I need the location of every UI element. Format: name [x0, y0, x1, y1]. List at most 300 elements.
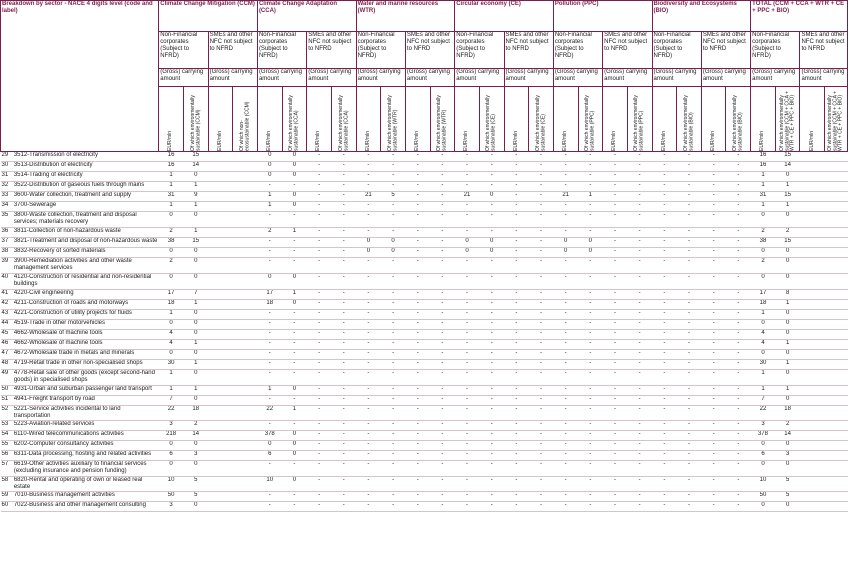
row-number: 30	[1, 162, 13, 172]
cell-value: 17	[257, 290, 282, 300]
cell-value: 0	[183, 172, 208, 182]
cell-value: -	[529, 440, 554, 450]
cell-value: -	[356, 350, 381, 360]
cell-value: -	[677, 501, 702, 511]
rotated-label: Of which environmentally sustainable (CCM + CCA + WTR + CE + PPC + BIO)	[778, 90, 796, 151]
cell-value	[800, 258, 825, 274]
cell-value: 1	[775, 340, 800, 350]
sector-label: 4778-Retail sale of other goods (except second-hand goods) in specialised shops	[13, 370, 159, 386]
cell-value	[825, 202, 848, 212]
cell-value: -	[381, 420, 406, 430]
rotated-label: EUR/mln	[414, 130, 421, 151]
cell-value	[233, 258, 258, 274]
cell-value: -	[529, 258, 554, 274]
cell-value: -	[430, 162, 455, 172]
cell-value: 22	[257, 406, 282, 421]
cell-value: -	[257, 310, 282, 320]
cell-value: -	[381, 290, 406, 300]
cell-value: -	[307, 212, 332, 228]
cell-value: -	[578, 476, 603, 491]
cell-value: -	[529, 300, 554, 310]
cell-value: -	[479, 320, 504, 330]
cell-value: -	[553, 310, 578, 320]
cell-value: -	[257, 396, 282, 406]
cell-value: 21	[553, 192, 578, 202]
cell-value: -	[529, 248, 554, 258]
cell-value: -	[627, 386, 652, 396]
cell-value: 1	[751, 370, 776, 386]
sme-header: SMEs and other NFC not subject to NFRD	[405, 32, 454, 69]
cell-value: 8	[775, 290, 800, 300]
cell-value	[208, 360, 233, 370]
cell-value: 15	[183, 152, 208, 162]
cell-value: -	[627, 476, 652, 491]
cell-value: -	[479, 152, 504, 162]
sme-header: SMEs and other NFC not subject to NFRD	[504, 32, 553, 69]
cell-value	[825, 406, 848, 421]
cell-value: -	[603, 228, 628, 238]
cell-value: -	[307, 228, 332, 238]
cell-value	[233, 440, 258, 450]
cell-value: -	[257, 330, 282, 340]
cell-value: -	[504, 450, 529, 460]
cell-value: -	[405, 386, 430, 396]
rotated-label: Of which environmentally sustainable (WTR)	[436, 95, 448, 151]
cell-value: 50	[159, 491, 184, 501]
gross-carrying-header: (Gross) carrying amount	[701, 69, 750, 87]
cell-value: -	[603, 386, 628, 396]
cell-value: -	[529, 162, 554, 172]
cell-value: -	[578, 450, 603, 460]
sector-label: 4662-Wholesale of machine tools	[13, 340, 159, 350]
cell-value: -	[701, 330, 726, 340]
rotated-label: Of which environmentally sustainable (PPC)	[633, 95, 645, 151]
cell-value: -	[553, 476, 578, 491]
cell-value: -	[677, 476, 702, 491]
sme-header: SMEs and other NFC not subject to NFRD	[208, 32, 257, 69]
cell-value: -	[356, 202, 381, 212]
sector-label: 3800-Waste collection, treatment and disposal services; materials recovery	[13, 212, 159, 228]
cell-value: -	[603, 192, 628, 202]
cell-value: -	[356, 162, 381, 172]
cell-value	[233, 320, 258, 330]
cell-value: -	[677, 360, 702, 370]
cell-value: -	[529, 228, 554, 238]
cell-value: -	[405, 320, 430, 330]
cell-value: -	[257, 370, 282, 386]
rotated-header	[825, 87, 848, 152]
cell-value: -	[553, 258, 578, 274]
cell-value: -	[381, 440, 406, 450]
cell-value: 1	[751, 182, 776, 192]
cell-value	[800, 501, 825, 511]
cell-value: -	[652, 386, 677, 396]
cell-value: -	[652, 370, 677, 386]
cell-value: -	[701, 396, 726, 406]
cell-value: -	[356, 386, 381, 396]
cell-value: -	[701, 320, 726, 330]
table-row	[1, 476, 848, 491]
cell-value: -	[455, 501, 480, 511]
rotated-label: EUR/mln	[808, 130, 815, 151]
cell-value: -	[455, 370, 480, 386]
cell-value: 1	[183, 202, 208, 212]
cell-value	[825, 228, 848, 238]
cell-value	[800, 430, 825, 440]
cell-value: -	[430, 274, 455, 290]
cell-value: -	[356, 440, 381, 450]
cell-value: -	[603, 440, 628, 450]
rotated-label: Of which environmentally sustainable (CCA)	[288, 95, 300, 151]
cell-value	[825, 420, 848, 430]
cell-value: 3	[751, 420, 776, 430]
cell-value	[825, 248, 848, 258]
cell-value: -	[430, 430, 455, 440]
rotated-label: EUR/mln	[463, 130, 470, 151]
cell-value: -	[331, 320, 356, 330]
cell-value: -	[307, 340, 332, 350]
cell-value: -	[455, 330, 480, 340]
cell-value: -	[307, 248, 332, 258]
cell-value	[208, 476, 233, 491]
cell-value: 0	[257, 152, 282, 162]
row-number: 60	[1, 501, 13, 511]
breakdown-header: Breakdown by sector - NACE 4 digits level (code and label)	[1, 1, 159, 152]
table-row	[1, 440, 848, 450]
cell-value: -	[578, 460, 603, 476]
cell-value: -	[405, 476, 430, 491]
cell-value	[233, 350, 258, 360]
cell-value: -	[307, 182, 332, 192]
cell-value: -	[603, 172, 628, 182]
cell-value: -	[257, 212, 282, 228]
cell-value	[825, 182, 848, 192]
rotated-label: EUR/mln	[710, 130, 717, 151]
cell-value: -	[553, 386, 578, 396]
sector-label: 3522-Distribution of gaseous fuels through mains	[13, 182, 159, 192]
cell-value: -	[405, 152, 430, 162]
cell-value	[825, 152, 848, 162]
cell-value: -	[356, 182, 381, 192]
row-number: 50	[1, 386, 13, 396]
cell-value: -	[677, 386, 702, 396]
cell-value: -	[652, 450, 677, 460]
cell-value: -	[578, 258, 603, 274]
cell-value: -	[331, 440, 356, 450]
cell-value: -	[701, 440, 726, 450]
rotated-label: Of which environmentally sustainable (CCA)	[337, 95, 349, 151]
cell-value: -	[430, 248, 455, 258]
cell-value: -	[307, 238, 332, 248]
sector-label: 4941-Freight transport by road	[13, 396, 159, 406]
cell-value	[208, 238, 233, 248]
cell-value: -	[479, 460, 504, 476]
cell-value: -	[701, 212, 726, 228]
rotated-header	[553, 87, 578, 152]
cell-value	[800, 182, 825, 192]
cell-value	[800, 396, 825, 406]
cell-value: 0	[159, 248, 184, 258]
cell-value: 2	[159, 228, 184, 238]
cell-value: -	[603, 330, 628, 340]
cell-value	[800, 290, 825, 300]
cell-value: -	[257, 420, 282, 430]
cell-value	[208, 406, 233, 421]
cell-value: 15	[775, 192, 800, 202]
cell-value	[825, 440, 848, 450]
cell-value: -	[553, 450, 578, 460]
cell-value: -	[455, 228, 480, 238]
cell-value: -	[504, 420, 529, 430]
cell-value: 1	[159, 310, 184, 320]
cell-value: -	[405, 192, 430, 202]
gross-carrying-header: (Gross) carrying amount	[405, 69, 454, 87]
table-row	[1, 162, 848, 172]
cell-value: -	[455, 396, 480, 406]
cell-value	[825, 360, 848, 370]
cell-value	[233, 290, 258, 300]
table-row	[1, 320, 848, 330]
cell-value: -	[627, 212, 652, 228]
cell-value: -	[701, 406, 726, 421]
cell-value: -	[356, 340, 381, 350]
cell-value: 31	[751, 192, 776, 202]
cell-value	[800, 340, 825, 350]
cell-value: -	[677, 420, 702, 430]
cell-value: -	[701, 290, 726, 300]
cell-value: -	[652, 162, 677, 172]
cell-value: 4	[751, 340, 776, 350]
cell-value: -	[479, 491, 504, 501]
cell-value: 1	[257, 202, 282, 212]
cell-value: -	[578, 406, 603, 421]
cell-value: -	[405, 360, 430, 370]
row-number: 48	[1, 360, 13, 370]
cell-value: -	[677, 162, 702, 172]
cell-value	[233, 182, 258, 192]
rotated-header	[578, 87, 603, 152]
cell-value: -	[356, 274, 381, 290]
cell-value: -	[356, 330, 381, 340]
cell-value	[208, 228, 233, 238]
cell-value: -	[455, 300, 480, 310]
cell-value	[233, 212, 258, 228]
cell-value: 0	[183, 440, 208, 450]
cell-value: -	[504, 396, 529, 406]
cell-value: -	[405, 310, 430, 320]
rotated-header	[504, 87, 529, 152]
cell-value: -	[381, 370, 406, 386]
sector-label: 4120-Construction of residential and non-residential buildings	[13, 274, 159, 290]
cell-value	[208, 491, 233, 501]
cell-value: -	[257, 501, 282, 511]
cell-value: -	[307, 430, 332, 440]
cell-value: -	[726, 370, 751, 386]
cell-value	[800, 350, 825, 360]
cell-value: -	[652, 396, 677, 406]
cell-value: -	[405, 491, 430, 501]
cell-value: -	[701, 340, 726, 350]
cell-value: -	[307, 320, 332, 330]
cell-value: -	[479, 162, 504, 172]
cell-value: -	[381, 460, 406, 476]
cell-value: -	[529, 430, 554, 440]
cell-value: -	[356, 450, 381, 460]
cell-value: -	[627, 460, 652, 476]
cell-value: 3	[775, 450, 800, 460]
rotated-label: EUR/mln	[512, 130, 519, 151]
cell-value: -	[603, 420, 628, 430]
cell-value	[233, 248, 258, 258]
cell-value: -	[430, 340, 455, 350]
cell-value: 17	[751, 290, 776, 300]
cell-value: 2	[775, 228, 800, 238]
cell-value: -	[677, 350, 702, 360]
cell-value: 0	[479, 248, 504, 258]
cell-value: 18	[775, 406, 800, 421]
cell-value: -	[479, 300, 504, 310]
rotated-label: Of which environmentally sustainable (PPC)	[584, 95, 596, 151]
table-row	[1, 290, 848, 300]
cell-value: -	[479, 228, 504, 238]
cell-value: -	[603, 450, 628, 460]
cell-value: -	[405, 440, 430, 450]
row-number: 45	[1, 330, 13, 340]
row-number: 46	[1, 340, 13, 350]
cell-value: -	[356, 476, 381, 491]
cell-value: -	[677, 212, 702, 228]
cell-value: -	[504, 300, 529, 310]
cell-value: -	[455, 172, 480, 182]
row-number: 38	[1, 248, 13, 258]
cell-value	[233, 476, 258, 491]
cell-value: -	[677, 172, 702, 182]
row-number: 53	[1, 420, 13, 430]
cell-value	[208, 212, 233, 228]
cell-value: 2	[257, 228, 282, 238]
cell-value: -	[430, 152, 455, 162]
cell-value: -	[405, 430, 430, 440]
nfc-header: Non-Financial corporates (Subject to NFRD)	[652, 32, 701, 69]
cell-value: -	[652, 440, 677, 450]
cell-value: -	[331, 501, 356, 511]
cell-value: -	[553, 440, 578, 450]
cell-value: -	[282, 320, 307, 330]
cell-value: -	[430, 420, 455, 430]
cell-value: -	[430, 320, 455, 330]
rotated-header	[430, 87, 455, 152]
cell-value: -	[455, 460, 480, 476]
cell-value	[233, 172, 258, 182]
gross-carrying-header: (Gross) carrying amount	[800, 69, 848, 87]
cell-value: -	[529, 320, 554, 330]
cell-value: -	[529, 310, 554, 320]
cell-value: -	[282, 491, 307, 501]
sector-label: 4719-Retail trade in other non-specialised shops	[13, 360, 159, 370]
cell-value: -	[553, 228, 578, 238]
cell-value: -	[307, 396, 332, 406]
row-number: 29	[1, 152, 13, 162]
cell-value: 10	[257, 476, 282, 491]
cell-value: -	[381, 340, 406, 350]
cell-value: -	[726, 212, 751, 228]
cell-value: -	[677, 182, 702, 192]
cell-value: -	[677, 406, 702, 421]
cell-value: 0	[578, 238, 603, 248]
table-row	[1, 258, 848, 274]
cell-value: -	[282, 182, 307, 192]
cell-value: -	[701, 300, 726, 310]
cell-value: -	[578, 162, 603, 172]
cell-value	[825, 340, 848, 350]
cell-value	[800, 460, 825, 476]
cell-value: -	[529, 420, 554, 430]
row-number: 51	[1, 396, 13, 406]
cell-value	[208, 370, 233, 386]
cell-value: -	[726, 476, 751, 491]
cell-value: -	[553, 182, 578, 192]
cell-value	[208, 300, 233, 310]
cell-value: -	[701, 360, 726, 370]
cell-value: -	[331, 258, 356, 274]
cell-value	[825, 192, 848, 202]
cell-value: -	[701, 370, 726, 386]
cell-value: -	[257, 320, 282, 330]
cell-value: -	[405, 162, 430, 172]
cell-value: 18	[183, 406, 208, 421]
cell-value: -	[381, 274, 406, 290]
cell-value	[800, 476, 825, 491]
cell-value: -	[381, 172, 406, 182]
cell-value: -	[405, 202, 430, 212]
cell-value: -	[726, 386, 751, 396]
cell-value: -	[381, 360, 406, 370]
cell-value: -	[381, 182, 406, 192]
cell-value: -	[455, 320, 480, 330]
cell-value: -	[430, 330, 455, 340]
nfc-header: Non-Financial corporates (Subject to NFRD)	[455, 32, 504, 69]
cell-value: -	[677, 202, 702, 212]
cell-value: -	[479, 360, 504, 370]
cell-value: -	[504, 460, 529, 476]
cell-value: -	[553, 330, 578, 340]
gross-carrying-header: (Gross) carrying amount	[208, 69, 257, 87]
cell-value: -	[603, 238, 628, 248]
cell-value	[825, 274, 848, 290]
section-header-wtr: Water and marine resources (WTR)	[356, 1, 455, 32]
cell-value: -	[627, 370, 652, 386]
cell-value: -	[282, 360, 307, 370]
rotated-label: EUR/mln	[611, 130, 618, 151]
cell-value	[208, 274, 233, 290]
cell-value: -	[578, 396, 603, 406]
row-number: 47	[1, 350, 13, 360]
cell-value: 0	[751, 212, 776, 228]
cell-value: -	[578, 370, 603, 386]
cell-value: -	[257, 258, 282, 274]
cell-value: 0	[183, 330, 208, 340]
cell-value: -	[677, 396, 702, 406]
rotated-label: Of which environmentally sustainable (CE)	[485, 95, 497, 151]
cell-value: -	[331, 192, 356, 202]
cell-value: -	[603, 501, 628, 511]
cell-value: -	[331, 310, 356, 320]
cell-value: -	[405, 182, 430, 192]
cell-value: -	[652, 300, 677, 310]
cell-value	[208, 172, 233, 182]
table-row	[1, 248, 848, 258]
cell-value: -	[504, 406, 529, 421]
